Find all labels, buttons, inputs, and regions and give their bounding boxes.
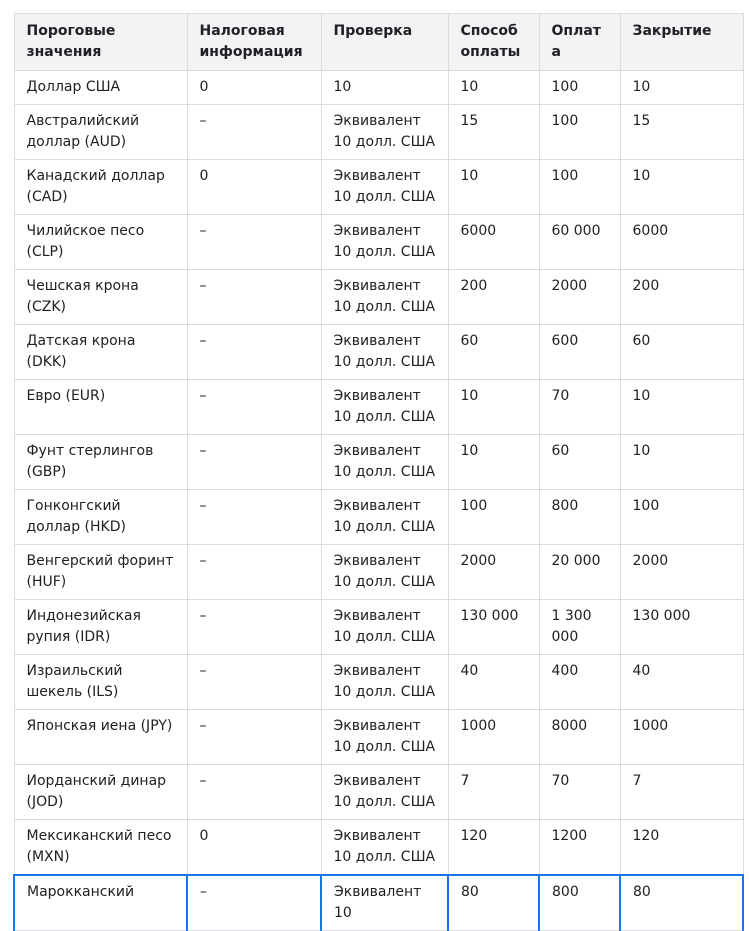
cell-currency: Канадский доллар (CAD) [14,160,187,215]
cell-payment-method: 15 [448,105,539,160]
cell-payment-method: 10 [448,435,539,490]
cell-tax-info: – [187,380,321,435]
cell-payment-method: 7 [448,765,539,820]
cell-currency: Евро (EUR) [14,380,187,435]
cell-closing: 2000 [620,545,743,600]
cell-closing: 10 [620,160,743,215]
cell-payment-method: 6000 [448,215,539,270]
cell-tax-info: – [187,655,321,710]
header-verification: Проверка [321,14,448,71]
table-row [14,71,743,105]
cell-payment-method: 100 [448,490,539,545]
cell-tax-info: 0 [187,71,321,105]
cell-payment: 2000 [539,270,620,325]
cell-closing: 15 [620,105,743,160]
cell-tax-info: 0 [187,160,321,215]
header-threshold: Пороговые значения [14,14,187,71]
cell-payment-method: 80 [448,875,539,931]
cell-payment-method: 10 [448,71,539,105]
table-header-row [14,14,743,71]
cell-payment: 8000 [539,710,620,765]
table-row [14,600,743,655]
cell-payment: 70 [539,765,620,820]
cell-payment-method: 60 [448,325,539,380]
cell-currency: Гонконгский доллар (HKD) [14,490,187,545]
cell-closing: 1000 [620,710,743,765]
cell-verification: Эквивалент 10 долл. США [321,325,448,380]
cell-currency: Датская крона (DKK) [14,325,187,380]
cell-currency: Израильский шекель (ILS) [14,655,187,710]
cell-closing: 40 [620,655,743,710]
cell-tax-info: – [187,270,321,325]
table-row [14,490,743,545]
cell-payment-method: 130 000 [448,600,539,655]
cell-payment: 400 [539,655,620,710]
table-row [14,710,743,765]
cell-currency: Иорданский динар (JOD) [14,765,187,820]
cell-verification: 10 [321,71,448,105]
threshold-table-container [13,13,742,931]
cell-closing: 6000 [620,215,743,270]
cell-currency: Мексиканский песо (MXN) [14,820,187,876]
cell-verification: Эквивалент 10 долл. США [321,820,448,876]
currency-threshold-table [13,13,744,931]
cell-verification: Эквивалент 10 долл. США [321,765,448,820]
cell-verification: Эквивалент 10 долл. США [321,270,448,325]
cell-tax-info: – [187,435,321,490]
cell-payment: 20 000 [539,545,620,600]
table-row [14,655,743,710]
cell-tax-info: – [187,600,321,655]
cell-closing: 120 [620,820,743,876]
cell-payment: 60 000 [539,215,620,270]
header-tax-info: Налоговая информация [187,14,321,71]
cell-currency: Чилийское песо (CLP) [14,215,187,270]
cell-verification: Эквивалент 10 долл. США [321,655,448,710]
cell-payment-method: 10 [448,380,539,435]
header-payment-method: Способ оплаты [448,14,539,71]
table-row [14,325,743,380]
cell-tax-info: – [187,490,321,545]
cell-payment-method: 120 [448,820,539,876]
table-row [14,270,743,325]
cell-closing: 10 [620,380,743,435]
cell-payment: 800 [539,490,620,545]
cell-closing: 10 [620,71,743,105]
cell-closing: 200 [620,270,743,325]
cell-tax-info: – [187,710,321,765]
table-row [14,215,743,270]
cell-closing: 10 [620,435,743,490]
cell-tax-info: 0 [187,820,321,876]
cell-verification: Эквивалент 10 долл. США [321,160,448,215]
cell-payment: 70 [539,380,620,435]
cell-tax-info: – [187,875,321,931]
cell-verification: Эквивалент 10 долл. США [321,105,448,160]
cell-currency: Фунт стерлингов (GBP) [14,435,187,490]
cell-payment-method: 2000 [448,545,539,600]
cell-verification: Эквивалент 10 долл. США [321,710,448,765]
table-row [14,105,743,160]
cell-closing: 130 000 [620,600,743,655]
cell-payment-method: 10 [448,160,539,215]
cell-payment-method: 200 [448,270,539,325]
cell-closing: 100 [620,490,743,545]
cell-verification: Эквивалент 10 долл. США [321,545,448,600]
cell-verification: Эквивалент 10 долл. США [321,215,448,270]
cell-currency: Венгерский форинт (HUF) [14,545,187,600]
cell-payment: 1200 [539,820,620,876]
cell-currency: Чешская крона (CZK) [14,270,187,325]
cell-tax-info: – [187,325,321,380]
cell-currency: Индонезийская рупия (IDR) [14,600,187,655]
cell-payment: 100 [539,71,620,105]
cell-verification: Эквивалент 10 [321,875,448,931]
cell-payment: 1 300 000 [539,600,620,655]
cell-currency: Японская иена (JPY) [14,710,187,765]
cell-tax-info: – [187,545,321,600]
cell-currency: Марокканский [14,875,187,931]
cell-closing: 60 [620,325,743,380]
table-row [14,380,743,435]
cell-closing: 7 [620,765,743,820]
table-row-selected[interactable] [14,875,743,931]
table-row [14,545,743,600]
table-row [14,765,743,820]
cell-payment: 100 [539,105,620,160]
cell-payment: 100 [539,160,620,215]
cell-verification: Эквивалент 10 долл. США [321,600,448,655]
cell-payment: 600 [539,325,620,380]
header-payment: Оплата [539,14,620,71]
cell-closing: 80 [620,875,743,931]
cell-tax-info: – [187,105,321,160]
table-row [14,160,743,215]
cell-verification: Эквивалент 10 долл. США [321,380,448,435]
cell-payment: 800 [539,875,620,931]
cell-currency: Австралийский доллар (AUD) [14,105,187,160]
cell-currency: Доллар США [14,71,187,105]
cell-payment-method: 1000 [448,710,539,765]
cell-payment-method: 40 [448,655,539,710]
table-row [14,435,743,490]
header-closing: Закрытие [620,14,743,71]
cell-payment: 60 [539,435,620,490]
cell-verification: Эквивалент 10 долл. США [321,435,448,490]
cell-tax-info: – [187,215,321,270]
cell-tax-info: – [187,765,321,820]
cell-verification: Эквивалент 10 долл. США [321,490,448,545]
table-row [14,820,743,876]
